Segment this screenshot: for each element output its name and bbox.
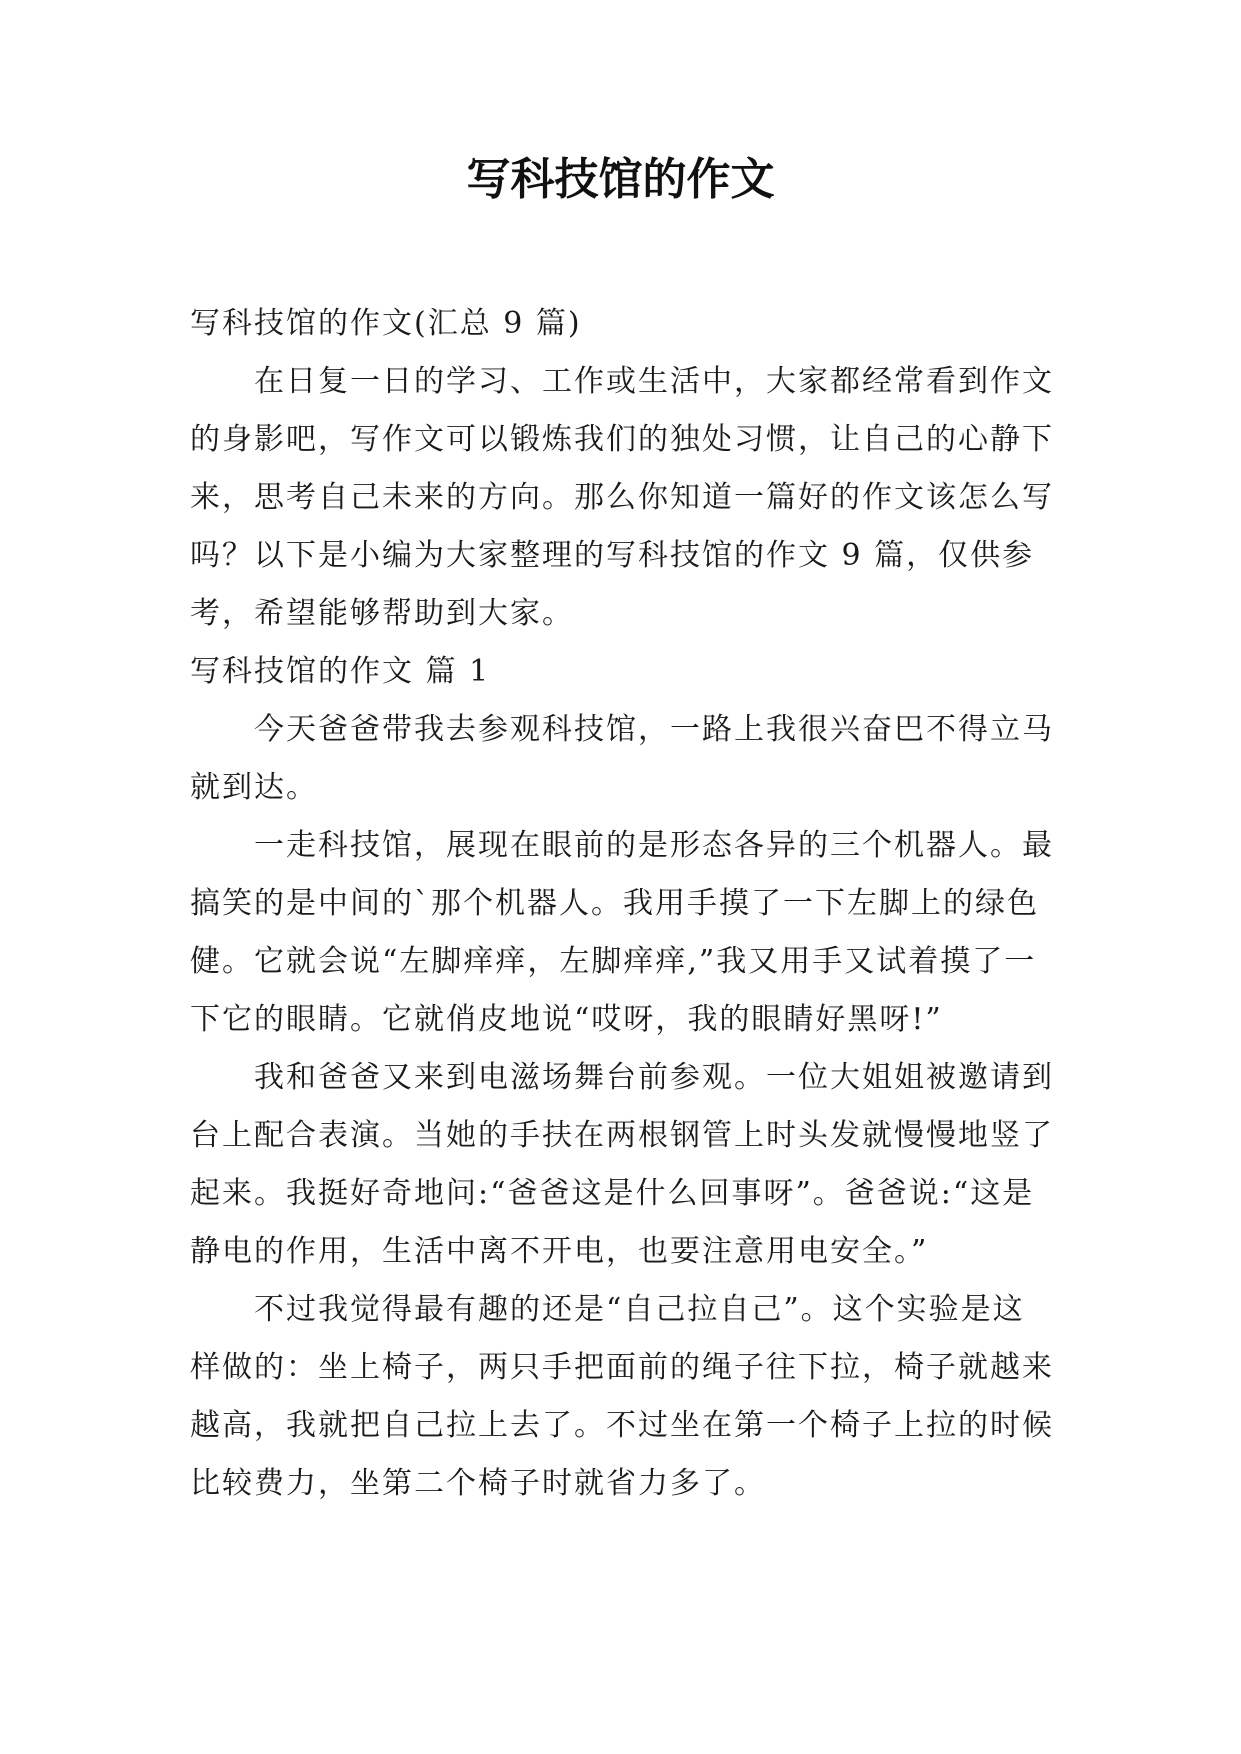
collection-heading: 写科技馆的作文(汇总 9 篇) [190, 306, 582, 341]
essay-1-paragraph: 不过我觉得最有趣的还是“自己拉自己”。这个实验是这样做的：坐上椅子，两只手把面前的绳子往下拉，椅子就越来越高，我就把自己拉上去了。不过坐在第一个椅子上拉的时候比较费力，坐第二个椅子时就省力多了。 [190, 1292, 1054, 1501]
document-title: 写科技馆的作文 [466, 154, 775, 205]
essay-1-heading: 写科技馆的作文 篇 1 [190, 654, 491, 689]
document-body [190, 295, 1055, 1513]
essay-1-paragraph: 我和爸爸又来到电滋场舞台前参观。一位大姐姐被邀请到台上配合表演。当她的手扶在两根钢管上时头发就慢慢地竖了起来。我挺好奇地问:“爸爸这是什么回事呀”。爸爸说:“这是静电的作用，生活中离不开电，也要注意用电安全。” [190, 1060, 1054, 1269]
intro-paragraph: 在日复一日的学习、工作或生活中，大家都经常看到作文的身影吧，写作文可以锻炼我们的独处习惯，让自己的心静下来，思考自己未来的方向。那么你知道一篇好的作文该怎么写吗？以下是小编为大家整理的写科技馆的作文 9 篇，仅供参考，希望能够帮助到大家。 [190, 364, 1054, 631]
essay-1-paragraph: 一走科技馆，展现在眼前的是形态各异的三个机器人。最搞笑的是中间的`那个机器人。我用手摸了一下左脚上的绿色健。它就会说“左脚痒痒，左脚痒痒,”我又用手又试着摸了一下它的眼睛。它就俏皮地说“哎呀，我的眼睛好黑呀!” [190, 828, 1054, 1037]
essay-1-paragraph: 今天爸爸带我去参观科技馆，一路上我很兴奋巴不得立马就到达。 [190, 712, 1054, 805]
